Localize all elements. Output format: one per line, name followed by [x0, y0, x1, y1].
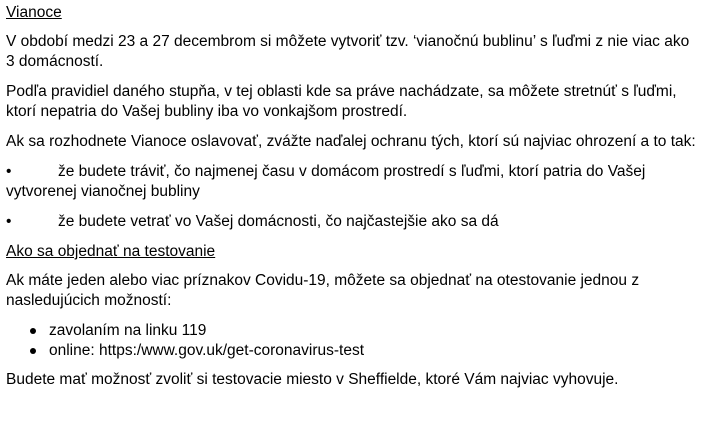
bullet-dot	[30, 348, 36, 354]
testing-options-list	[6, 321, 698, 361]
paragraph-christmas-bubble: V období medzi 23 a 27 decembrom si môžete vytvoriť tzv. ‘vianočnú bublinu’ s ľuďmi z nie viac ako 3 domácností.	[6, 33, 690, 70]
heading-testing: Ako sa objednať na testovanie	[6, 243, 216, 260]
list-item-text: online: https:/www.gov.uk/get-coronavirus-test	[49, 342, 365, 359]
bullet-marker: •	[6, 213, 12, 230]
heading-christmas: Vianoce	[6, 4, 62, 21]
document	[6, 3, 698, 400]
paragraph-testing-intro: Ak máte jeden alebo viac príznakov Covidu-19, môžete sa objednať na otestovanie jednou z nasledujúcich možností:	[6, 272, 640, 309]
paragraph-testing-location: Budete mať možnosť zvoliť si testovacie miesto v Sheffielde, ktoré Vám najviac vyhovuje.	[6, 371, 619, 388]
list-item	[6, 162, 698, 202]
list-item-text: že budete tráviť, čo najmenej času v domácom prostredí s ľuďmi, ktorí patria do Vašej vytvorenej vianočnej bubliny	[6, 163, 646, 200]
list-item	[6, 341, 698, 361]
list-item-text: že budete vetrať vo Vašej domácnosti, čo najčastejšie ako sa dá	[58, 213, 499, 230]
bullet-dot	[30, 328, 36, 334]
list-item	[6, 212, 698, 232]
list-item	[6, 321, 698, 341]
list-item-text: zavolaním na linku 119	[49, 322, 207, 339]
bullet-marker: •	[6, 163, 12, 180]
paragraph-tier-rules: Podľa pravidiel daného stupňa, v tej oblasti kde sa práve nachádzate, sa môžete stretnúť s ľuďmi, ktorí nepatria do Vašej bubliny iba vo vonkajšom prostredí.	[6, 83, 677, 120]
paragraph-celebration-advice: Ak sa rozhodnete Vianoce oslavovať, zvážte naďalej ochranu tých, ktorí sú najviac ohrození a to tak:	[6, 133, 696, 150]
